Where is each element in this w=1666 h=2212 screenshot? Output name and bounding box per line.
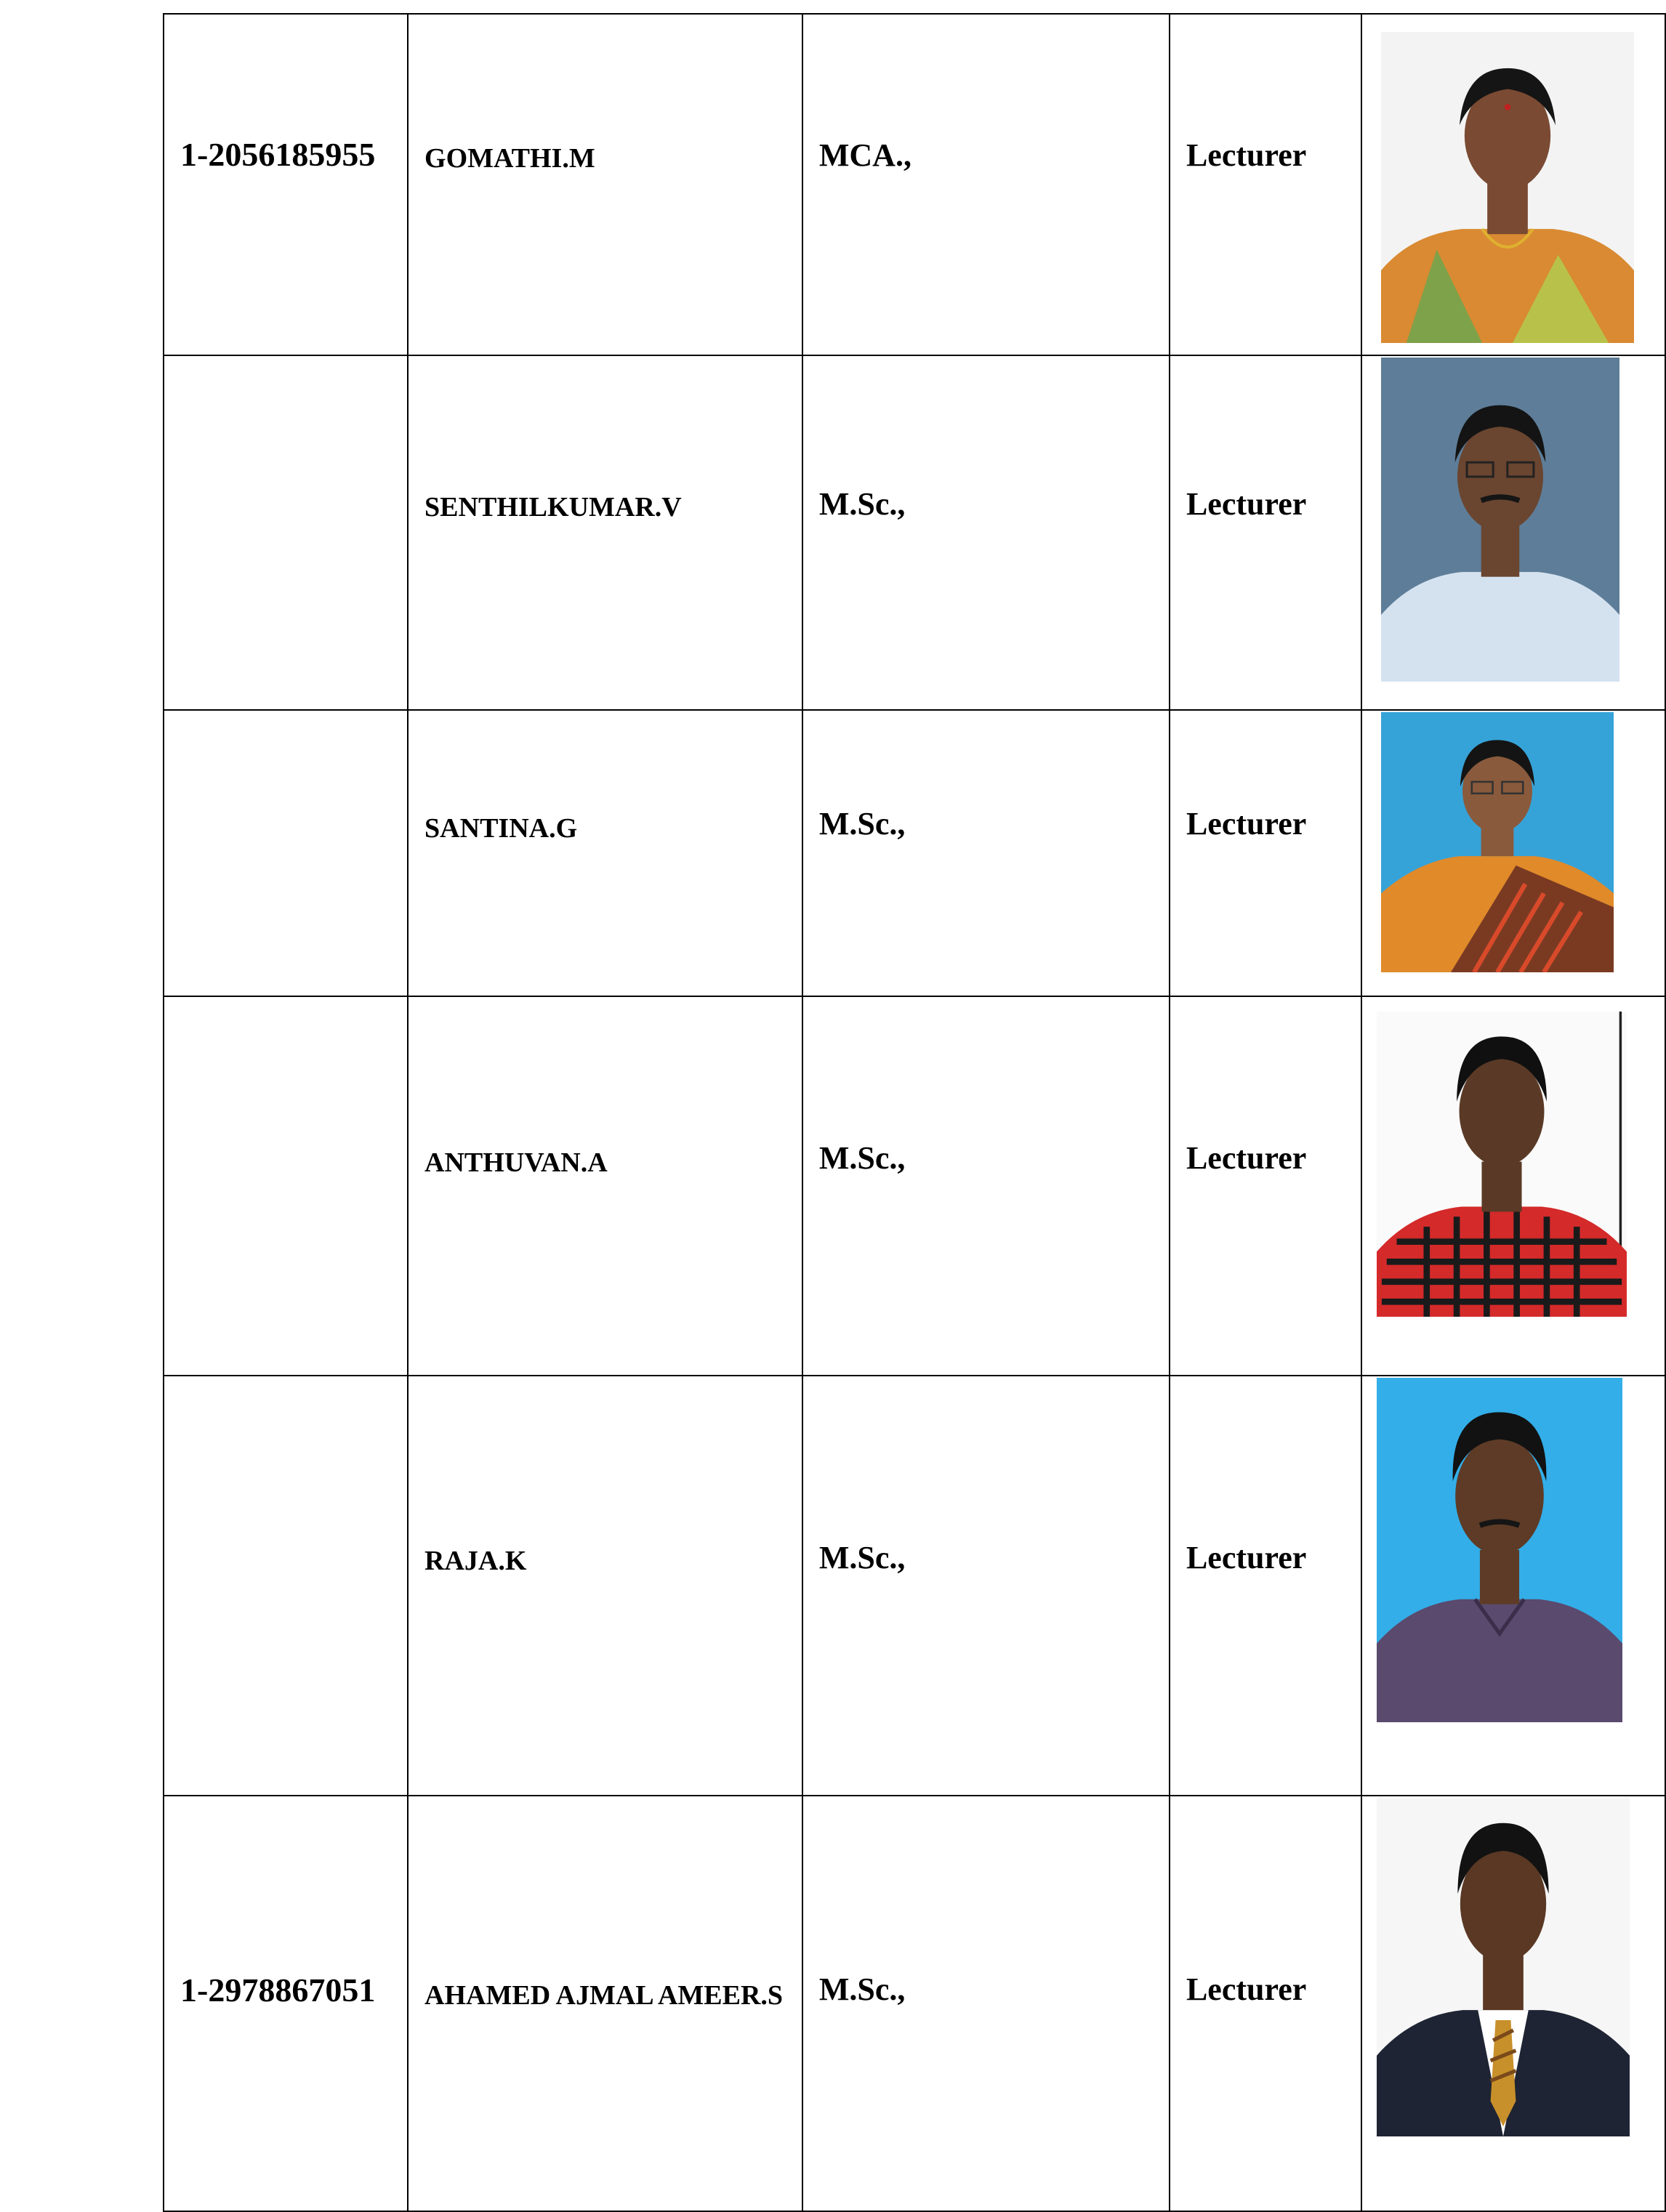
qualification-cell <box>802 355 1170 710</box>
photo-cell <box>1361 996 1665 1376</box>
staff-photo <box>1377 1378 1622 1722</box>
qualification-cell <box>802 996 1170 1376</box>
staff-photo <box>1381 32 1634 343</box>
designation-cell <box>1170 710 1361 996</box>
designation-cell <box>1170 14 1361 355</box>
qualification-cell <box>802 1376 1170 1796</box>
qualification-cell <box>802 710 1170 996</box>
photo-cell <box>1361 1376 1665 1796</box>
qualification-cell <box>802 1796 1170 2211</box>
id-cell <box>164 355 408 710</box>
staff-qualification: M.Sc., <box>818 806 906 841</box>
id-cell <box>164 1376 408 1796</box>
staff-designation: Lecturer <box>1186 486 1307 522</box>
staff-name: RAJA.K <box>424 1546 527 1576</box>
table-row <box>164 996 1665 1376</box>
name-cell <box>408 14 802 355</box>
staff-photo <box>1381 358 1619 682</box>
staff-name: AHAMED AJMAL AMEER.S <box>424 1980 784 2011</box>
name-cell <box>408 1376 802 1796</box>
staff-designation: Lecturer <box>1186 1140 1307 1176</box>
name-cell <box>408 1796 802 2211</box>
name-cell <box>408 355 802 710</box>
table-row <box>164 14 1665 355</box>
id-cell <box>164 1796 408 2211</box>
staff-designation: Lecturer <box>1186 137 1307 173</box>
qualification-cell <box>802 14 1170 355</box>
id-cell <box>164 710 408 996</box>
staff-name: SANTINA.G <box>424 813 578 844</box>
staff-qualification: M.Sc., <box>818 1540 906 1575</box>
staff-name: ANTHUVAN.A <box>424 1147 608 1178</box>
table-row <box>164 1796 1665 2211</box>
designation-cell <box>1170 1376 1361 1796</box>
staff-table <box>163 13 1666 2212</box>
designation-cell <box>1170 1796 1361 2211</box>
name-cell <box>408 710 802 996</box>
id-cell <box>164 14 408 355</box>
staff-photo <box>1377 1798 1630 2136</box>
staff-photo <box>1377 1012 1627 1317</box>
staff-qualification: M.Sc., <box>818 1971 906 2007</box>
staff-id: 1-2056185955 <box>180 136 376 173</box>
designation-cell <box>1170 355 1361 710</box>
name-cell <box>408 996 802 1376</box>
designation-cell <box>1170 996 1361 1376</box>
staff-photo <box>1381 712 1614 972</box>
table-row <box>164 355 1665 710</box>
staff-qualification: MCA., <box>818 137 912 173</box>
staff-designation: Lecturer <box>1186 1971 1307 2007</box>
staff-name: GOMATHI.M <box>424 143 595 174</box>
photo-cell <box>1361 1796 1665 2211</box>
staff-designation: Lecturer <box>1186 1540 1307 1575</box>
table-row <box>164 1376 1665 1796</box>
id-cell <box>164 996 408 1376</box>
staff-id: 1-2978867051 <box>180 1971 376 2009</box>
staff-qualification: M.Sc., <box>818 486 906 522</box>
staff-qualification: M.Sc., <box>818 1140 906 1176</box>
photo-cell <box>1361 355 1665 710</box>
photo-cell <box>1361 14 1665 355</box>
staff-name: SENTHILKUMAR.V <box>424 492 682 522</box>
staff-designation: Lecturer <box>1186 806 1307 841</box>
table-row <box>164 710 1665 996</box>
photo-cell <box>1361 710 1665 996</box>
